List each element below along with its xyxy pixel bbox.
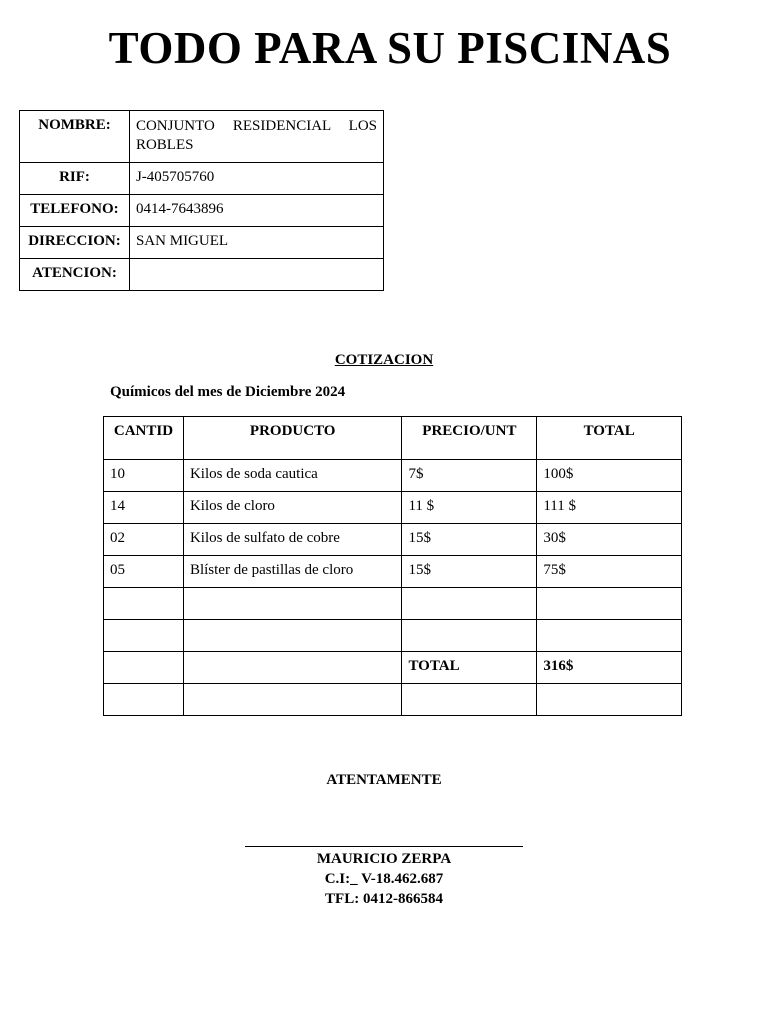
cell-quantity: 05 xyxy=(104,556,184,588)
cell-unit-price xyxy=(402,620,537,652)
client-label-telefono: TELEFONO: xyxy=(20,195,130,227)
cell-quantity xyxy=(104,588,184,620)
table-row xyxy=(104,684,682,716)
header-total: TOTAL xyxy=(537,417,682,460)
signature-block xyxy=(0,849,768,909)
client-label-atencion: ATENCION: xyxy=(20,259,130,291)
cell-quantity xyxy=(104,620,184,652)
table-row xyxy=(104,588,682,620)
client-row-direccion xyxy=(20,227,384,259)
signer-phone: TFL: 0412-866584 xyxy=(325,891,443,907)
cell-quantity: 14 xyxy=(104,492,184,524)
table-row xyxy=(104,620,682,652)
client-label-nombre: NOMBRE: xyxy=(20,111,130,163)
cell-quantity xyxy=(104,652,184,684)
cell-product: Kilos de sulfato de cobre xyxy=(183,524,401,556)
client-row-telefono xyxy=(20,195,384,227)
header-producto: PRODUCTO xyxy=(183,417,401,460)
cell-quantity: 02 xyxy=(104,524,184,556)
table-row xyxy=(104,556,682,588)
cell-line-total xyxy=(537,620,682,652)
cell-quantity xyxy=(104,684,184,716)
table-row xyxy=(104,524,682,556)
signer-name: MAURICIO ZERPA xyxy=(316,851,452,867)
cell-product: Blíster de pastillas de cloro xyxy=(183,556,401,588)
header-precio-unt: PRECIO/UNT xyxy=(402,417,537,460)
client-value-telefono: 0414-7643896 xyxy=(129,195,383,227)
client-value-rif: J-405705760 xyxy=(129,163,383,195)
cell-line-total: 111 $ xyxy=(537,492,682,524)
signature-line xyxy=(245,846,523,847)
cell-product xyxy=(183,684,401,716)
cell-product xyxy=(183,588,401,620)
client-label-rif: RIF: xyxy=(20,163,130,195)
cell-product: Kilos de soda cautica xyxy=(183,460,401,492)
cell-line-total xyxy=(537,588,682,620)
cell-line-total: 75$ xyxy=(537,556,682,588)
signer-id: C.I:_ V-18.462.687 xyxy=(324,871,444,887)
cell-unit-price xyxy=(402,684,537,716)
grand-total-value: 316$ xyxy=(537,652,682,684)
cell-unit-price: 11 $ xyxy=(402,492,537,524)
cell-unit-price: 15$ xyxy=(402,556,537,588)
cell-unit-price: 7$ xyxy=(402,460,537,492)
closing-text: ATENTAMENTE xyxy=(326,772,442,788)
client-label-direccion: DIRECCION: xyxy=(20,227,130,259)
cell-line-total: 30$ xyxy=(537,524,682,556)
client-row-nombre xyxy=(20,111,384,163)
client-row-atencion xyxy=(20,259,384,291)
cell-line-total: 100$ xyxy=(537,460,682,492)
client-info-table xyxy=(19,110,384,291)
client-row-rif xyxy=(20,163,384,195)
cell-product xyxy=(183,652,401,684)
client-value-nombre: CONJUNTO RESIDENCIAL LOS ROBLES xyxy=(129,111,383,163)
table-row xyxy=(104,492,682,524)
cell-unit-price: 15$ xyxy=(402,524,537,556)
cell-quantity: 10 xyxy=(104,460,184,492)
quote-subtitle: Químicos del mes de Diciembre 2024 xyxy=(110,384,346,400)
table-header-row xyxy=(104,417,682,460)
client-value-direccion: SAN MIGUEL xyxy=(129,227,383,259)
document-title: TODO PARA SU PISCINAS xyxy=(108,23,672,73)
table-row xyxy=(104,460,682,492)
cell-product xyxy=(183,620,401,652)
header-cantid: CANTID xyxy=(104,417,184,460)
client-value-atencion xyxy=(129,259,383,291)
cell-line-total xyxy=(537,684,682,716)
quote-title: COTIZACION xyxy=(334,352,434,368)
grand-total-label: TOTAL xyxy=(402,652,537,684)
quote-items-table xyxy=(103,416,682,716)
cell-unit-price xyxy=(402,588,537,620)
table-row-total xyxy=(104,652,682,684)
cell-product: Kilos de cloro xyxy=(183,492,401,524)
